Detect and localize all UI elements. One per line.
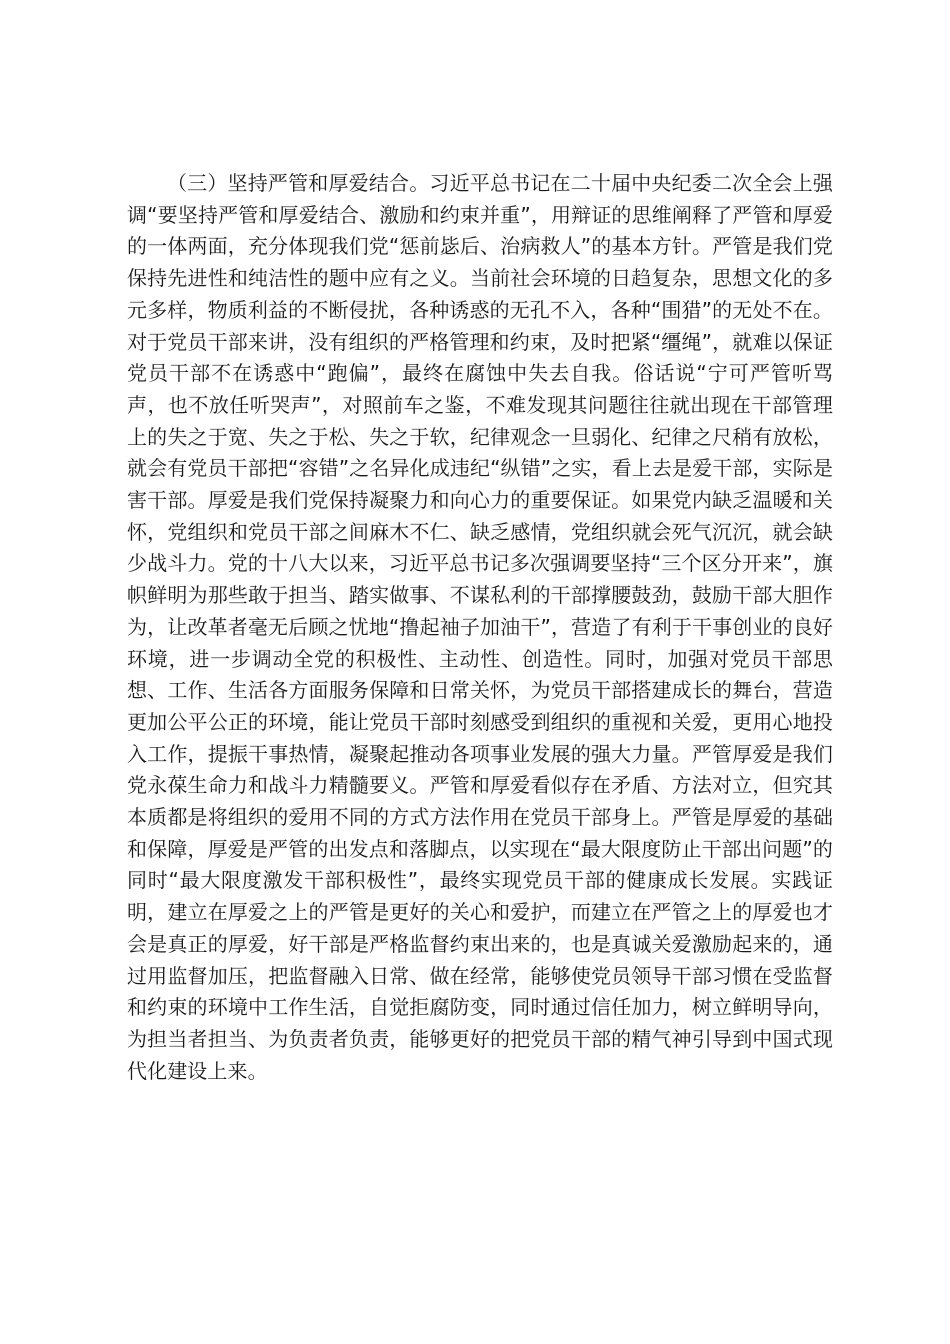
document-body xyxy=(127,168,833,1087)
body-paragraph: （三）坚持严管和厚爱结合。习近平总书记在二十届中央纪委二次全会上强调“要坚持严管和厚爱结合、激励和约束并重”，用辩证的思维阐释了严管和厚爱的一体两面，充分体现我们党“惩前毖后、治病救人”的基本方针。严管是我们党保持先进性和纯洁性的题中应有之义。当前社会环境的日趋复杂，思想文化的多元多样，物质利益的不断侵扰，各种诱惑的无孔不入，各种“围猎”的无处不在。对于党员干部来讲，没有组织的严格管理和约束，及时把紧“缰绳”，就难以保证党员干部不在诱惑中“跑偏”，最终在腐蚀中失去自我。俗话说“宁可严管听骂声，也不放任听哭声”，对照前车之鉴，不难发现其问题往往就出现在干部管理上的失之于宽、失之于松、失之于软，纪律观念一旦弱化、纪律之尺稍有放松，就会有党员干部把“容错”之名异化成违纪“纵错”之实，看上去是爱干部，实际是害干部。厚爱是我们党保持凝聚力和向心力的重要保证。如果党内缺乏温暖和关怀，党组织和党员干部之间麻木不仁、缺乏感情，党组织就会死气沉沉，就会缺少战斗力。党的十八大以来，习近平总书记多次强调要坚持“三个区分开来”，旗帜鲜明为那些敢于担当、踏实做事、不谋私利的干部撑腰鼓劲，鼓励干部大胆作为，让改革者毫无后顾之忧地“撸起袖子加油干”，营造了有利于干事创业的良好环境，进一步调动全党的积极性、主动性、创造性。同时，加强对党员干部思想、工作、生活各方面服务保障和日常关怀，为党员干部搭建成长的舞台，营造更加公平公正的环境，能让党员干部时刻感受到组织的重视和关爱，更用心地投入工作，提振干事热情，凝聚起推动各项事业发展的强大力量。严管厚爱是我们党永葆生命力和战斗力精髓要义。严管和厚爱看似存在矛盾、方法对立，但究其本质都是将组织的爱用不同的方式方法作用在党员干部身上。严管是厚爱的基础和保障，厚爱是严管的出发点和落脚点，以实现在“最大限度防止干部出问题”的同时“最大限度激发干部积极性”，最终实现党员干部的健康成长发展。实践证明，建立在厚爱之上的严管是更好的关心和爱护，而建立在严管之上的厚爱也才会是真正的厚爱，好干部是严格监督约束出来的，也是真诚关爱激励起来的，通过用监督加压，把监督融入日常、做在经常，能够使党员领导干部习惯在受监督和约束的环境中工作生活，自觉拒腐防变，同时通过信任加力，树立鲜明导向，为担当者担当、为负责者负责，能够更好的把党员干部的精气神引导到中国式现代化建设上来。 xyxy=(127,171,833,1083)
